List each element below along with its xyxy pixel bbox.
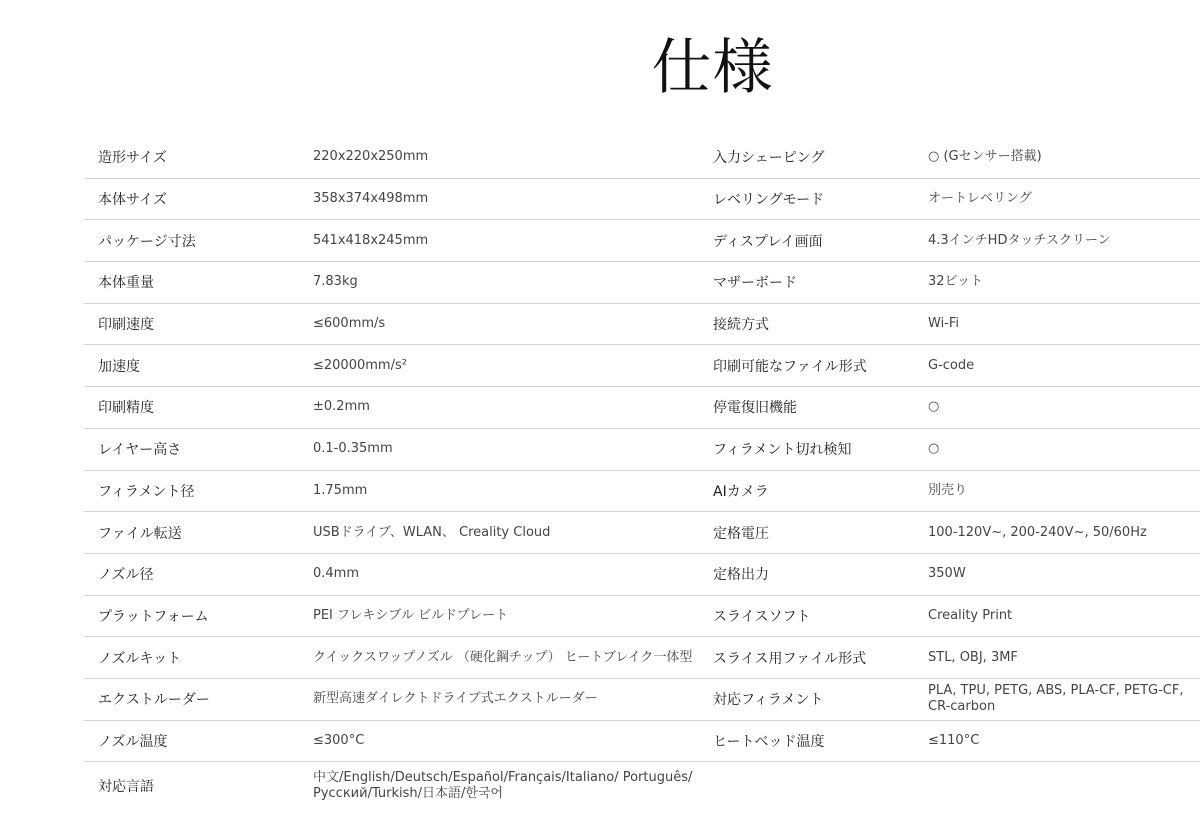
spec-value: 358x374x498mm	[313, 191, 429, 207]
spec-row	[84, 387, 1200, 429]
spec-row	[84, 304, 1200, 346]
spec-value: 1.75mm	[313, 482, 368, 498]
spec-value: 7.83kg	[313, 274, 358, 290]
spec-row	[84, 262, 1200, 304]
spec-value: 4.3インチHDタッチスクリーン	[928, 232, 1111, 248]
spec-label: 定格電圧	[713, 525, 769, 542]
spec-value: クイックスワップノズル （硬化鋼チップ） ヒートブレイク一体型	[313, 649, 693, 665]
spec-value: ○	[928, 441, 940, 457]
spec-value: オートレベリング	[928, 191, 1032, 207]
spec-label: レイヤー高さ	[98, 442, 182, 459]
spec-value: 別売り	[928, 482, 968, 498]
spec-row	[84, 471, 1200, 513]
spec-label: 停電復旧機能	[713, 400, 797, 417]
spec-value: 中文/English/Deutsch/Español/Français/Italiano/ Português/Русский/Turkish/日本語/한국어	[313, 770, 693, 802]
spec-label: ノズル径	[98, 567, 154, 584]
spec-row	[84, 554, 1200, 596]
spec-value: ≤110°C	[928, 732, 980, 748]
spec-row	[84, 429, 1200, 471]
spec-value: 0.1-0.35mm	[313, 441, 393, 457]
spec-value: ±0.2mm	[313, 399, 370, 415]
spec-row	[84, 721, 1200, 763]
spec-value	[928, 762, 1200, 810]
spec-row	[84, 512, 1200, 554]
spec-label: 本体サイズ	[98, 192, 167, 209]
spec-label: 印刷精度	[98, 400, 154, 417]
spec-value: PEI フレキシブル ビルドプレート	[313, 607, 509, 623]
spec-label: マザーボード	[713, 275, 797, 292]
spec-label: レベリングモード	[713, 192, 825, 209]
spec-row	[84, 345, 1200, 387]
spec-label: ファイル転送	[98, 525, 182, 542]
spec-value: G-code	[928, 357, 975, 373]
spec-row	[84, 179, 1200, 221]
spec-label: AIカメラ	[713, 483, 769, 500]
spec-label: 定格出力	[713, 567, 769, 584]
spec-value: 220x220x250mm	[313, 149, 429, 165]
spec-value: 新型高速ダイレクトドライブ式エクストルーダー	[313, 691, 598, 707]
spec-table	[84, 137, 1200, 810]
spec-label: エクストルーダー	[98, 692, 210, 709]
spec-value: ○ (Gセンサー搭載)	[928, 149, 1042, 165]
spec-value: 350W	[928, 566, 966, 582]
spec-label: 接続方式	[713, 317, 769, 334]
spec-value: ○	[928, 399, 940, 415]
page-title: 仕様	[651, 33, 774, 103]
spec-row	[84, 679, 1200, 721]
spec-label: 対応言語	[98, 779, 154, 796]
spec-row	[84, 637, 1200, 679]
spec-row	[84, 596, 1200, 638]
spec-label: 印刷可能なファイル形式	[713, 358, 867, 375]
spec-label: 造形サイズ	[98, 150, 167, 167]
spec-value: ≤600mm/s	[313, 316, 386, 332]
spec-label: フィラメント切れ検知	[713, 442, 852, 459]
spec-label: フィラメント径	[98, 483, 195, 500]
spec-label: スライスソフト	[713, 608, 811, 625]
spec-value: ≤20000mm/s²	[313, 357, 407, 373]
spec-row	[84, 220, 1200, 262]
spec-label: 印刷速度	[98, 317, 154, 334]
spec-row	[84, 762, 1200, 810]
spec-label: パッケージ寸法	[98, 233, 196, 250]
spec-label: プラットフォーム	[98, 608, 209, 625]
spec-value: STL, OBJ, 3MF	[928, 649, 1018, 665]
spec-label: ノズル温度	[98, 733, 168, 750]
spec-value: 32ビット	[928, 274, 984, 290]
spec-value: 100-120V~, 200-240V~, 50/60Hz	[928, 524, 1147, 540]
spec-label: ヒートベッド温度	[713, 733, 825, 750]
spec-label: 対応フィラメント	[713, 692, 824, 709]
spec-label: 入力シェーピング	[713, 150, 825, 167]
spec-label: ディスプレイ画面	[713, 233, 823, 250]
spec-value: Creality Print	[928, 607, 1013, 623]
spec-value: 541x418x245mm	[313, 232, 429, 248]
spec-value: ≤300°C	[313, 732, 365, 748]
spec-label: ノズルキット	[98, 650, 182, 667]
spec-value: Wi-Fi	[928, 316, 960, 332]
spec-label	[713, 762, 928, 810]
spec-value: 0.4mm	[313, 566, 360, 582]
spec-label: スライス用ファイル形式	[713, 650, 867, 667]
spec-label: 本体重量	[98, 275, 154, 292]
spec-label: 加速度	[98, 358, 140, 375]
spec-row	[84, 137, 1200, 179]
spec-value: USBドライブ、WLAN、 Creality Cloud	[313, 524, 551, 540]
spec-value: PLA, TPU, PETG, ABS, PLA-CF, PETG-CF, CR-carbon	[928, 683, 1184, 715]
